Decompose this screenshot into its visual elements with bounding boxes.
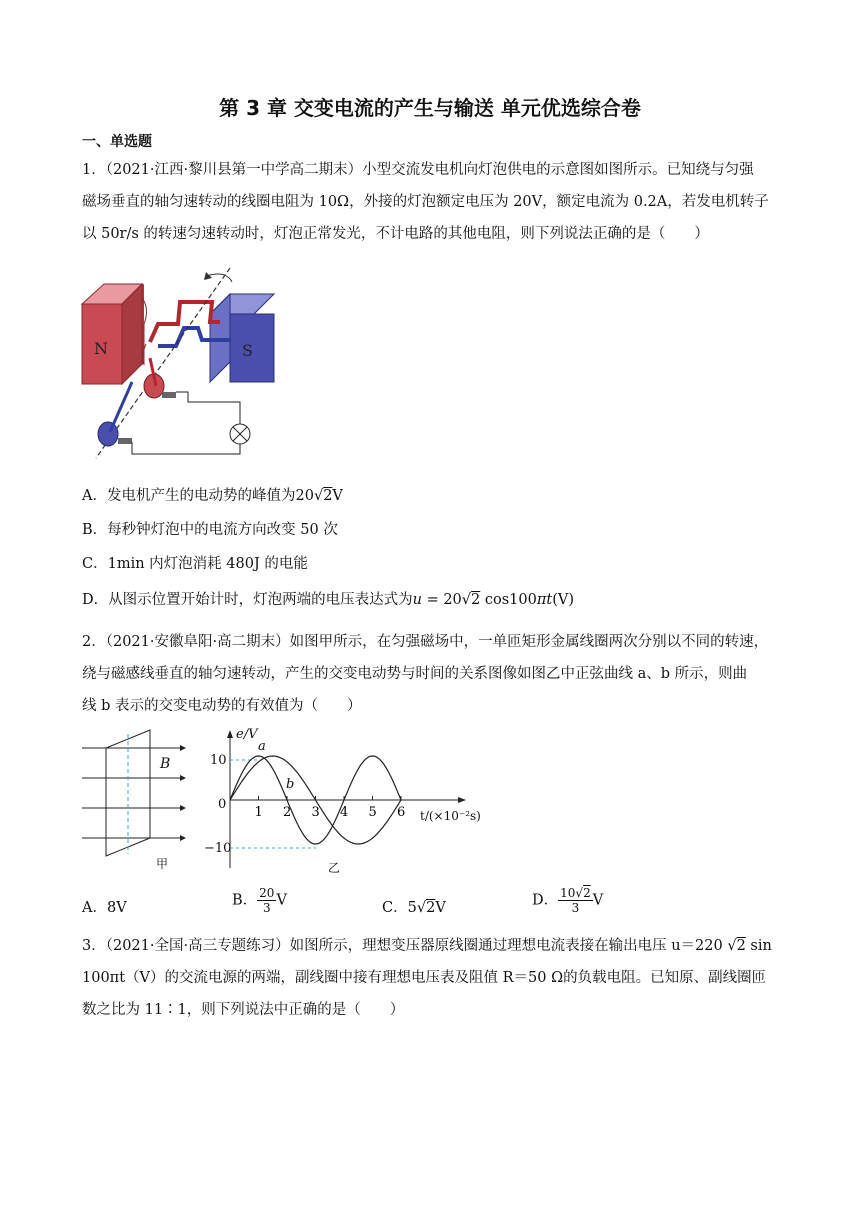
- x-tick-label: 4: [340, 805, 349, 820]
- svg-text:0: 0: [218, 797, 227, 812]
- q1-option-b: B．每秒钟灯泡中的电流方向改变 50 次: [82, 522, 338, 538]
- x-tick-label: 6: [397, 805, 406, 820]
- q1-line-2: 磁场垂直的轴匀速转动的线圈电阻为 10Ω，外接的灯泡额定电压为 20V，额定电流为 0.2A，若发电机转子: [82, 194, 769, 210]
- q2-figure: [80, 728, 500, 876]
- q2-line-2: 绕与磁感线垂直的轴匀速转动，产生的交变电动势与时间的关系图像如图乙中正弦曲线 a、b 所示，则曲: [82, 666, 748, 682]
- x-tick-label: 3: [311, 805, 320, 820]
- emf-time-graph: [204, 728, 481, 875]
- page-title: 第 3 章 交变电流的产生与输送 单元优选综合卷: [219, 96, 641, 120]
- x-tick-label: 5: [368, 805, 377, 820]
- q3-line-1: 3．（2021·全国·高三专题练习）如图所示，理想变压器原线圈通过理想电流表接在输出电压 u＝220 √2 sin: [82, 938, 772, 954]
- q2-option-b: B． $\frac{20}{3}$ V: [232, 886, 287, 915]
- x-tick-label: 2: [283, 805, 292, 820]
- svg-text:t/(×10⁻²s): t/(×10⁻²s): [420, 809, 481, 823]
- x-tick-label: 1: [254, 805, 263, 820]
- q3-line-3: 数之比为 11∶1，则下列说法中正确的是（ ）: [82, 1002, 405, 1018]
- svg-text:乙: 乙: [328, 861, 341, 875]
- q1-option-a: A．发电机产生的电动势的峰值为20√2V: [82, 488, 343, 504]
- q1-option-d: D．从图示位置开始计时，灯泡两端的电压表达式为u = 20√2 cos100πt(V): [82, 592, 575, 608]
- generator-figure: [80, 262, 280, 462]
- q2-line-3: 线 b 表示的交变电动势的有效值为（ ）: [82, 698, 362, 714]
- q1-line-3: 以 50r/s 的转速匀速转动时，灯泡正常发光，不计电路的其他电阻，则下列说法正确的是（ ）: [82, 226, 709, 242]
- q2-line-1: 2．（2021·安徽阜阳·高二期末）如图甲所示，在匀强磁场中，一单匝矩形金属线圈两次分别以不同的转速，: [82, 634, 769, 650]
- section-heading: 一、单选题: [82, 134, 152, 150]
- q2-option-d: D． $\frac{10√2}{3}$ V: [532, 886, 604, 915]
- svg-text:B: B: [160, 756, 171, 772]
- svg-text:10: 10: [210, 753, 227, 768]
- magnet-n-label: N: [94, 339, 108, 358]
- svg-text:a: a: [258, 739, 266, 754]
- q2-option-a: A．8V: [82, 900, 127, 916]
- q1-line-1: 1．（2021·江西·黎川县第一中学高二期末）小型交流发电机向灯泡供电的示意图如图所示。已知绕与匀强: [82, 162, 754, 178]
- svg-text:e/V: e/V: [236, 728, 258, 742]
- q3-line-2: 100πt（V）的交流电源的两端，副线圈中接有理想电压表及阻值 R＝50 Ω的负载电阻。已知原、副线圈匝: [82, 970, 767, 986]
- q1-option-c: C．1min 内灯泡消耗 480J 的电能: [82, 556, 308, 572]
- coil-in-field-diagram: [82, 730, 186, 871]
- svg-text:−10: −10: [204, 841, 232, 856]
- svg-text:甲: 甲: [156, 857, 169, 871]
- magnet-s-label: S: [242, 341, 253, 360]
- svg-text:b: b: [286, 777, 295, 792]
- q2-option-c: C．5√2V: [382, 900, 446, 916]
